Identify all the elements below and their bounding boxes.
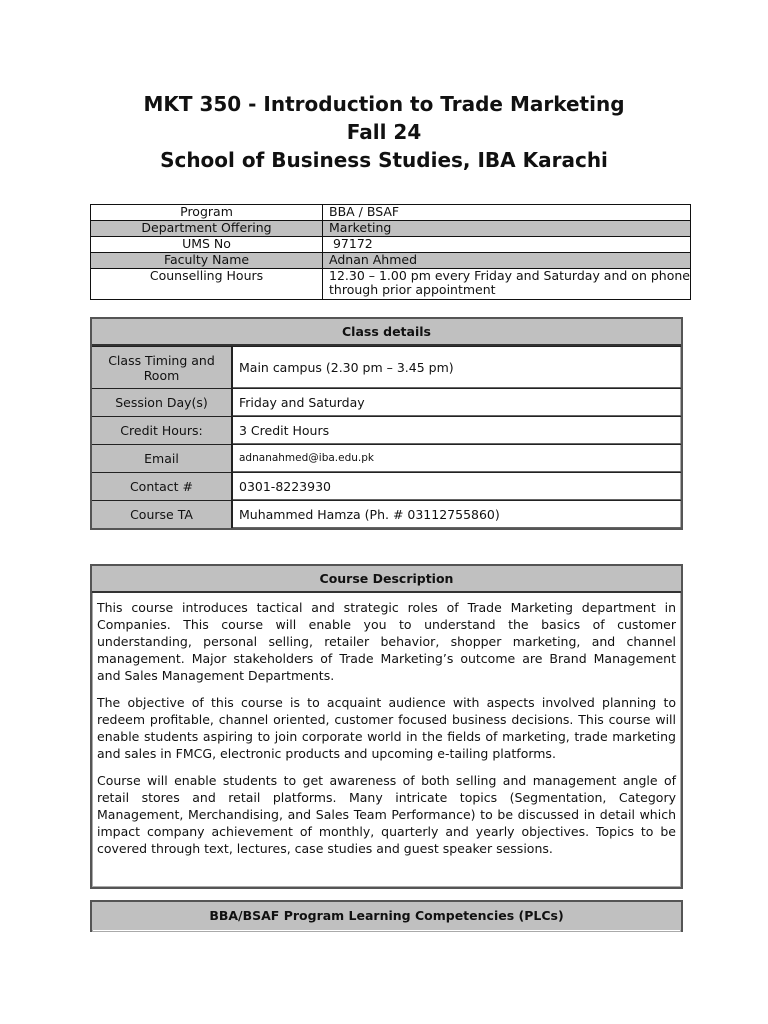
class-detail-label: Session Day(s): [92, 389, 233, 416]
info-row-ums: [91, 237, 691, 253]
class-detail-row: [92, 444, 681, 472]
class-detail-row: [92, 500, 681, 528]
class-details-table: [90, 317, 683, 530]
class-detail-label: Class Timing and Room: [92, 347, 233, 388]
description-paragraph: Course will enable students to get awareness of both selling and management angle of retail stores and retail platforms. Many intricate topics (Segmentation, Category Management, Merchandising, and Sales Team Performance) to be discussed in detail which impact company achievement of monthly, quarterly and yearly objectives. Topics to be covered through text, lectures, case studies and guest speaker sessions.: [97, 773, 676, 856]
school-name: School of Business Studies, IBA Karachi: [160, 148, 608, 172]
class-detail-row: [92, 472, 681, 500]
class-detail-label: Contact #: [92, 473, 233, 500]
plc-header: BBA/BSAF Program Learning Competencies (PLCs): [92, 902, 681, 930]
class-detail-label: Credit Hours:: [92, 417, 233, 444]
info-label: Program: [91, 205, 323, 221]
class-detail-row: [92, 388, 681, 416]
class-detail-value: Main campus (2.30 pm – 3.45 pm): [233, 347, 681, 388]
info-value: 97172: [323, 237, 691, 253]
info-label: Counselling Hours: [91, 269, 323, 300]
class-detail-value: Muhammed Hamza (Ph. # 03112755860): [233, 501, 681, 528]
info-label: Department Offering: [91, 221, 323, 237]
class-details-header: Class details: [92, 319, 681, 346]
course-description-box: [90, 564, 683, 889]
info-value: 12.30 – 1.00 pm every Friday and Saturday and on phone through prior appointment: [323, 269, 691, 300]
info-row-counselling: [91, 269, 691, 300]
class-detail-label: Email: [92, 445, 233, 472]
class-detail-row: [92, 346, 681, 388]
document-title: [0, 90, 768, 174]
info-value: Adnan Ahmed: [323, 253, 691, 269]
course-description-header: Course Description: [92, 566, 681, 593]
info-label: Faculty Name: [91, 253, 323, 269]
info-row-faculty: [91, 253, 691, 269]
info-row-program: [91, 205, 691, 221]
term: Fall 24: [346, 120, 422, 144]
description-paragraph: This course introduces tactical and strategic roles of Trade Marketing department in Companies. This course will enable you to understand the basics of customer understanding, personal selling, retailer behavior, shopper marketing, and channel management. Major stakeholders of Trade Marketing’s outcome are Brand Management and Sales Management Departments.: [97, 600, 676, 683]
info-label: UMS No: [91, 237, 323, 253]
description-paragraph: The objective of this course is to acquaint audience with aspects involved planning to redeem profitable, channel oriented, customer focused business decisions. This course will enable students aspiring to join corporate world in the fields of marketing, trade marketing and sales in FMCG, electronic products and upcoming e-tailing platforms.: [97, 695, 676, 761]
class-detail-value: 0301-8223930: [233, 473, 681, 500]
info-value: Marketing: [323, 221, 691, 237]
class-detail-value: 3 Credit Hours: [233, 417, 681, 444]
class-detail-row: [92, 416, 681, 444]
email-value: adnanahmed@iba.edu.pk: [233, 445, 681, 472]
class-detail-label: Course TA: [92, 501, 233, 528]
class-detail-value: Friday and Saturday: [233, 389, 681, 416]
course-title: MKT 350 - Introduction to Trade Marketing: [143, 92, 625, 116]
info-row-department: [91, 221, 691, 237]
course-description-body: [92, 593, 681, 865]
info-value: BBA / BSAF: [323, 205, 691, 221]
plc-section: [90, 900, 683, 932]
course-info-table: [90, 204, 691, 300]
